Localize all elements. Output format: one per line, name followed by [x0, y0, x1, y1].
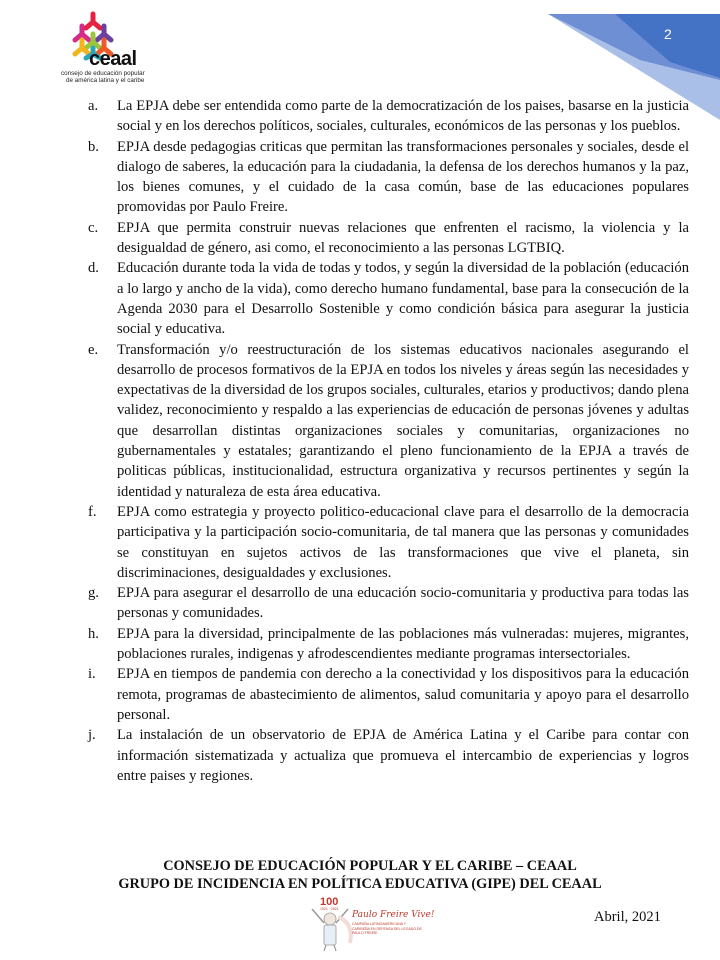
logo-wordmark: ceaal	[89, 48, 137, 70]
list-item-text: EPJA para la diversidad, principalmente de las poblaciones más vulneradas: mujeres, migrantes, poblaciones rurales, indigenas y afrodescendientes mediante programas intersectoriales.	[117, 625, 689, 663]
list-marker: e.	[88, 341, 99, 358]
list-item	[88, 340, 689, 502]
list-item	[88, 664, 689, 725]
list-item	[88, 624, 689, 665]
list-marker: i.	[88, 666, 96, 683]
document-date: Abril, 2021	[594, 909, 661, 925]
list-item-text: Transformación y/o reestructuración de los sistemas educativos nacionales asegurando el desarrollo de procesos formativos de la EPJA en todos los niveles y áreas según las necesidades y expectativas de la diversidad de los grupos sociales, culturales, etarios y productivos; dando plena validez, reconocimiento y respaldo a las experiencias de educación de personas jóvenes y adultas que desarrollan distintas organizaciones sociales y comunitarias, organizaciones no gubernamentales y estatales; garantizando el pleno funcionamiento de la EPJA a través de politicas públicas, institucionalidad, estructura organizativa y recursos pertinentes y según la identidad y naturaleza de esta área educativa.	[117, 341, 689, 500]
list-marker: g.	[88, 585, 99, 602]
list-item-text: EPJA que permita construir nuevas relaciones que enfrenten el racismo, la violencia y la desigualdad de género, asi como, el reconocimiento a las personas LGTBIQ.	[117, 219, 689, 257]
logo-subtitle-line2: de américa latina y el caribe	[66, 77, 145, 84]
list-marker: h.	[88, 625, 99, 642]
list-item	[88, 502, 689, 583]
logo-subtitle-line1: consejo de educación popular	[61, 70, 145, 77]
list-item	[88, 96, 689, 137]
list-item	[88, 583, 689, 624]
footer-title-line1: CONSEJO DE EDUCACIÓN POPULAR Y EL CARIBE – CEAAL	[163, 858, 577, 874]
logo-subtitle	[61, 70, 171, 84]
list-item-text: EPJA para asegurar el desarrollo de una educación socio-comunitaria y productiva para todas las personas y comunidades.	[117, 585, 689, 622]
list-marker: b.	[88, 138, 99, 155]
list-marker: d.	[88, 260, 99, 277]
list-item-text: EPJA desde pedagogias criticas que permitan las transformaciones personales y sociales, desde el dialogo de saberes, la educación para la ciudadania, la defensa de los derechos humanos y la paz, los bienes comunes, y el cuidado de la casa común, base de las educaciones populares promovidas por Paulo Freire.	[117, 138, 689, 216]
list-item-text: EPJA como estrategia y proyecto politico-educacional clave para el desarrollo de la democracia participativa y la participación socio-comunitaria, de tal manera que las personas y comunidades se constituyan en sujetos activos de las transformaciones que vive el planeta, sin discriminaciones, desigualdades y exclusiones.	[117, 503, 689, 581]
list-marker: f.	[88, 503, 97, 520]
list-item	[88, 137, 689, 218]
list-marker: a.	[88, 98, 99, 114]
list-item-text: La instalación de un observatorio de EPJA de América Latina y el Caribe para contar con información sistematizada y actualiza que promueva el intercambio de experiencias y logros entre paises y regiones.	[117, 727, 689, 784]
list-item	[88, 258, 689, 339]
principles-list	[88, 96, 689, 786]
freire-subtitle: CAMPAÑA LATINOAMERICANA Y CARIBEÑA EN DEFENSA DEL LEGADO DE PAULO FREIRE	[352, 922, 422, 935]
list-item	[88, 725, 689, 786]
list-item-text: EPJA en tiempos de pandemia con derecho a la conectividad y los dispositivos para la educación remota, programas de abastecimiento de alimentos, salud comunitaria y apoyo para el desarrollo personal.	[117, 666, 689, 723]
footer-title-line2: GRUPO DE INCIDENCIA EN POLÍTICA EDUCATIVA (GIPE) DEL CEAAL	[118, 876, 602, 892]
freire-100: 100	[320, 896, 339, 908]
list-item-text: La EPJA debe ser entendida como parte de la democratización de los paises, basarse en la justicia social y en los derechos políticos, sociales, culturales, económicos de las personas y los pueblos.	[117, 98, 689, 135]
list-item-text: Educación durante toda la vida de todas y todos, y según la diversidad de la población (educación a lo largo y ancho de la vida), como derecho humano fundamental, base para la consecución de la Agenda 2030 para el Desarrollo Sostenible y como condición básica para asegurar la justicia social y educativa.	[117, 260, 689, 338]
freire-years: 1921 · 2021	[320, 907, 339, 911]
list-marker: c.	[88, 219, 99, 236]
list-marker: j.	[88, 727, 96, 744]
list-item	[88, 218, 689, 259]
freire-title: Paulo Freire Vive!	[352, 910, 435, 920]
logo-figure-red	[86, 14, 100, 28]
page-number: 2	[664, 26, 672, 42]
